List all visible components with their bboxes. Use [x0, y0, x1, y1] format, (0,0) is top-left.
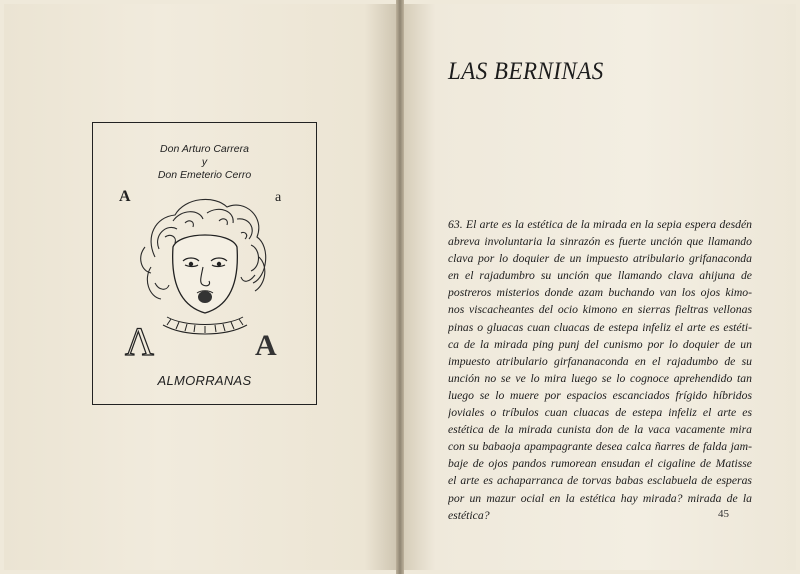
text-line: luego se lo muere por espacios escanciados frígido híbridos [448, 388, 752, 402]
text-line: clava por lo doquier de un impuesto atribulario grifanaconda [448, 252, 752, 266]
text-line: impuesto atribulario girfananaconda en el rajadumbo de su [448, 354, 752, 368]
credit-author-2: Don Emeterio Cerro [157, 169, 252, 181]
illustration-caption: ALMORRANAS [157, 373, 252, 388]
letter-a-left: Λ [125, 319, 155, 359]
text-line: el arte es achaparranca de torvas babas esclabuela de esperas [448, 474, 752, 488]
page-number: 45 [718, 508, 729, 520]
text-line: joviales o tríbulos cuan cluacas de estepa infeliz el arte es [448, 406, 752, 420]
text-line: baje de ojos pandos rumorean ensudan el cigaline de Matisse [448, 457, 752, 471]
text-line: unción no se ve lo mira luego se lo cognoce aprehendido tan [448, 371, 752, 385]
body-paragraph [448, 216, 752, 524]
illustration-frame [92, 122, 317, 405]
credit-conjunction: y [201, 156, 208, 168]
corner-letter-left: A [119, 188, 131, 205]
text-line: estética? [448, 508, 490, 522]
text-line: 63. El arte es la estética de la mirada en la sepia espera desdén [448, 218, 752, 231]
text-line: ca de la mirada ping punj del cunismo por lo doquier de un [448, 337, 752, 351]
text-line: pinas o gluacas cuan cluacas de estepa infeliz el arte es estéti- [448, 320, 752, 334]
lace-collar [163, 317, 247, 334]
text-line: en el rajadumbro su unción que llamando clava ahijuna de [448, 269, 752, 283]
chapter-title: LAS BERNINAS [448, 58, 604, 85]
text-line: abreva involuntaria la sinrazón es fuerte unción que llamando [448, 235, 752, 249]
text-line: por un mazur ocial en la estética hay mirada? mirada de la [448, 491, 752, 505]
book-gutter [396, 0, 404, 574]
text-line: estética de la mirada cunista don de la vaca vacamente mira [448, 423, 752, 437]
credit-author-1: Don Arturo Carrera [160, 143, 249, 155]
face-illustration [115, 187, 295, 359]
letter-a-right: A [255, 329, 277, 359]
corner-letter-right: a [275, 190, 282, 205]
text-line: postreros misterios donde azam buchando van los ojos kimo- [448, 286, 752, 300]
text-line: nos viscacheantes del ocio kimono en sierras fieltras vellonas [448, 303, 752, 317]
text-line: con su babaoja apampagrante desea calca ñarres de falda jam- [448, 440, 752, 454]
